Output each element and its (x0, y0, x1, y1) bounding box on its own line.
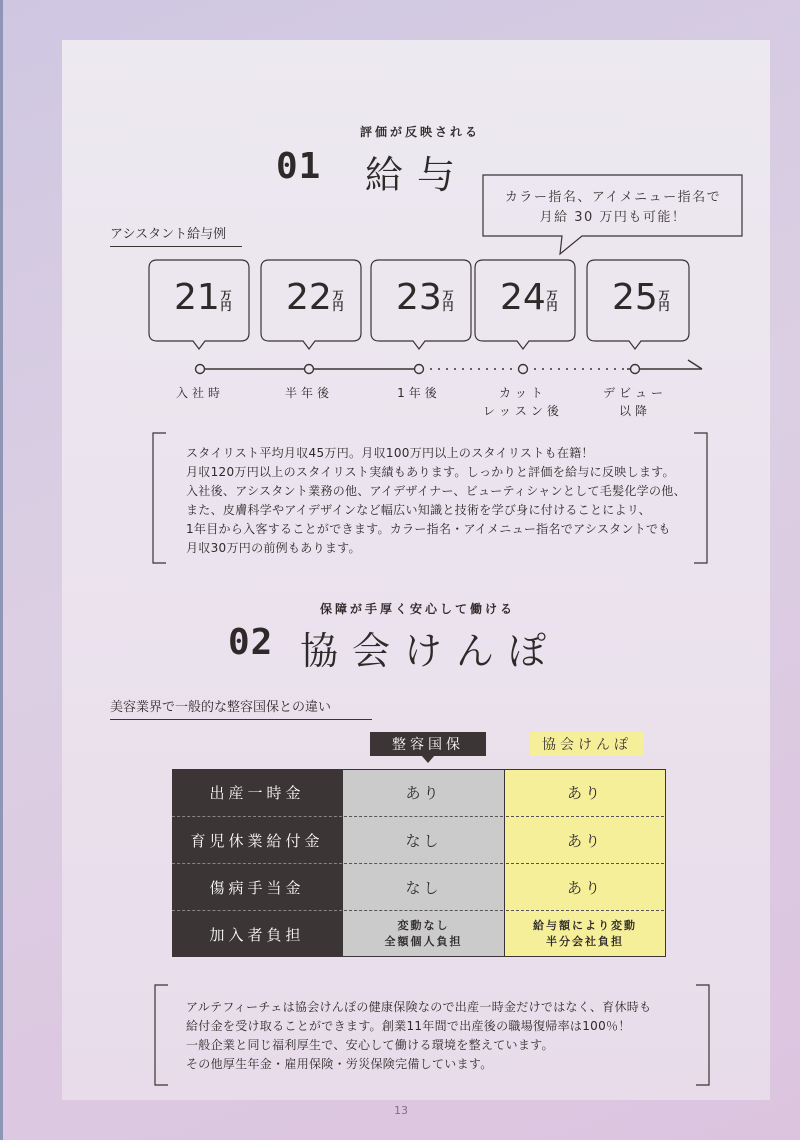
kokuho-cell (344, 910, 503, 957)
salary-description (186, 444, 686, 558)
timeline-stage-label (585, 384, 685, 420)
paragraph-line: 一般企業と同じ福利厚生で、安心して働ける環境を整えています。 (186, 1038, 554, 1052)
section2-subtitle: 保障が手厚く安心して働ける (320, 602, 516, 616)
cell-line: あり (405, 784, 442, 802)
paragraph-line: 給付金を受け取ることができます。創業11年間で出産後の職場復帰率は100％！ (186, 1019, 631, 1033)
salary-amount: 25 (612, 277, 658, 318)
callout-line: カラー指名、アイメニュー指名で (504, 190, 722, 205)
stage-label-line: レッスン後 (483, 404, 563, 418)
paragraph-line: 月収30万円の前例もあります。 (186, 541, 361, 555)
stage-label-line: 1年後 (397, 386, 441, 400)
kokuho-cell (344, 863, 503, 910)
kyokai-cell (506, 863, 664, 910)
section1-subtitle: 評価が反映される (360, 125, 481, 139)
column-header-kokuho: 整容国保 (370, 732, 486, 756)
unit-char: 円 (658, 300, 670, 313)
header-pointer (421, 755, 435, 764)
unit-char: 円 (546, 300, 558, 313)
insurance-description (186, 998, 651, 1074)
paragraph-line: アルテフィーチェは協会けんぽの健康保険なので出産一時金だけではなく、育休時も (186, 1000, 652, 1014)
section2-title: 協会けんぽ (300, 629, 561, 673)
brochure-page (62, 40, 770, 1100)
stage-label-line: 以降 (618, 404, 651, 418)
unit-char: 万 (658, 289, 670, 302)
salary-amount: 21 (174, 277, 220, 318)
cell-line: あり (566, 784, 603, 802)
salary-unit (546, 290, 558, 312)
salary-unit (220, 290, 232, 312)
section1-title: 給与 (365, 153, 470, 197)
stage-label-line: カット (499, 386, 547, 400)
cell-line: なし (405, 878, 442, 897)
cell-line: あり (566, 878, 603, 897)
career-timeline (190, 358, 720, 382)
cell-line: 給与額により変動 (533, 919, 637, 932)
kyokai-cell (506, 816, 664, 863)
timeline-stage-label (259, 384, 359, 402)
stage-label-line: 半年後 (284, 386, 333, 400)
paragraph-line: 入社後、アシスタント業務の他、アイデザイナー、ビューティシャンとして毛髪化学の他、 (186, 484, 686, 498)
kyokai-cell (506, 769, 664, 816)
cell-line: なし (405, 831, 442, 850)
unit-char: 円 (220, 300, 232, 313)
salary-amount: 22 (286, 277, 332, 318)
stage-label-line: 入社時 (175, 386, 224, 400)
cell-line: 変動なし (397, 919, 450, 932)
timeline-stage-label (150, 384, 250, 402)
column-header-kyokai: 協会けんぽ (530, 732, 644, 756)
paragraph-line: その他厚生年金・雇用保険・労災保険完備しています。 (186, 1057, 493, 1071)
page-number: 13 (394, 1104, 408, 1117)
paragraph-line: スタイリスト平均月収45万円。月収100万円以上のスタイリストも在籍！ (186, 446, 594, 460)
table-row-header: 育児休業給付金 (172, 816, 342, 863)
table-row-header: 加入者負担 (172, 910, 342, 957)
unit-char: 万 (442, 289, 454, 302)
salary-amount: 24 (500, 277, 546, 318)
paragraph-line: また、皮膚科学やアイデザインなど幅広い知識と技術を学び身に付けることによリ、 (186, 503, 651, 517)
paragraph-line: 月収120万円以上のスタイリスト実績もあります。しっかりと評価を給与に反映します。 (186, 465, 675, 479)
callout-line: 月給 30 万円も可能！ (539, 210, 687, 225)
comparison-label: 美容業界で一般的な整容国保との違い (110, 696, 372, 720)
kokuho-cell (344, 816, 503, 863)
table-row-header: 傷病手当金 (172, 863, 342, 910)
callout-text (483, 188, 743, 228)
table-row-header: 出産一時金 (172, 769, 342, 816)
timeline-stage-label (369, 384, 469, 402)
section1-number: 01 (276, 146, 322, 187)
cell-line: 半分会社負担 (546, 935, 624, 948)
salary-unit (658, 290, 670, 312)
timeline-stage-label (473, 384, 573, 420)
salary-unit (332, 290, 344, 312)
section2-number: 02 (228, 622, 274, 663)
unit-char: 円 (442, 300, 454, 313)
kokuho-cell (344, 769, 503, 816)
unit-char: 円 (332, 300, 344, 313)
cell-line: あり (566, 831, 603, 850)
salary-unit (442, 290, 454, 312)
salary-amount: 23 (396, 277, 442, 318)
unit-char: 万 (332, 289, 344, 302)
unit-char: 万 (546, 289, 558, 302)
paragraph-line: 1年目から入客することができます。カラー指名・アイメニュー指名でアシスタントでも (186, 522, 671, 536)
book-spine-edge (0, 0, 3, 1140)
assistant-salary-label: アシスタント給与例 (110, 223, 242, 247)
unit-char: 万 (220, 289, 232, 302)
cell-line: 全額個人負担 (384, 935, 463, 948)
kyokai-cell (506, 910, 664, 957)
stage-label-line: デビュー (602, 386, 667, 400)
